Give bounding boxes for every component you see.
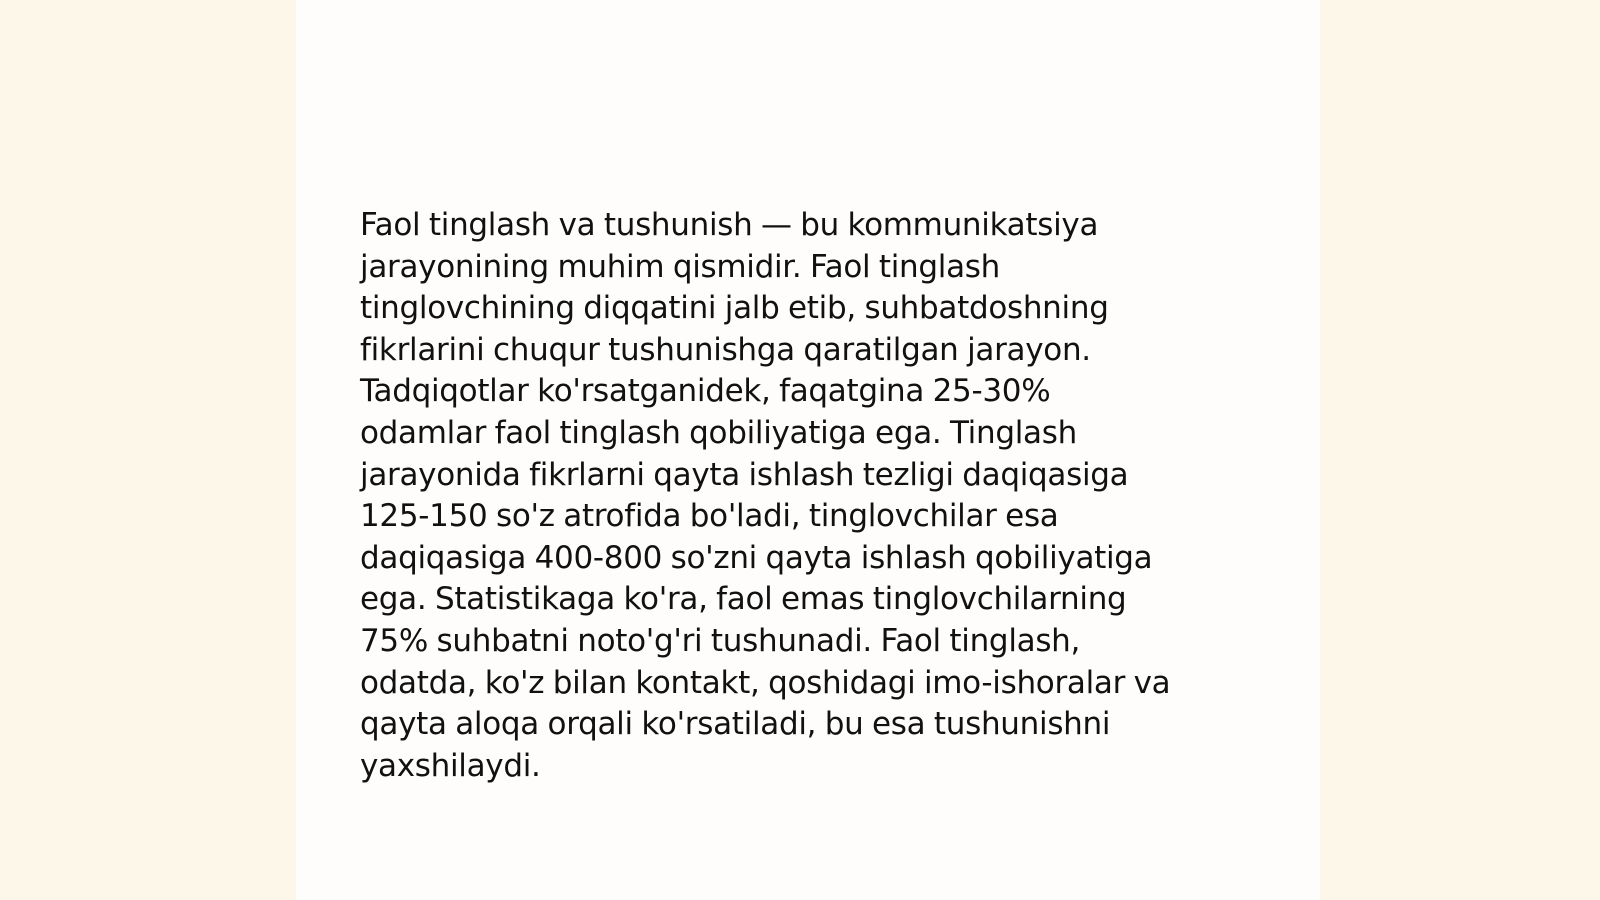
document-page: [296, 0, 1320, 900]
body-paragraph: Faol tinglash va tushunish — bu kommunikatsiya jarayonining muhim qismidir. Faol tinglash tinglovchining diqqatini jalb etib, suhbatdoshning fikrlarini chuqur tushunishga qaratilgan jarayon. Tadqiqotlar ko'rsatganidek, faqatgina 25-30% odamlar faol tinglash qobiliyatiga ega. Tinglash jarayonida fikrlarni qayta ishlash tezligi daqiqasiga 125-150 so'z atrofida bo'ladi, tinglovchilar esa daqiqasiga 400-800 so'zni qayta ishlash qobiliyatiga ega. Statistikaga ko'ra, faol emas tinglovchilarning 75% suhbatni noto'g'ri tushunadi. Faol tinglash, odatda, ko'z bilan kontakt, qoshidagi imo-ishoralar va qayta aloqa orqali ko'rsatiladi, bu esa tushunishni yaxshilaydi.: [360, 207, 1171, 784]
